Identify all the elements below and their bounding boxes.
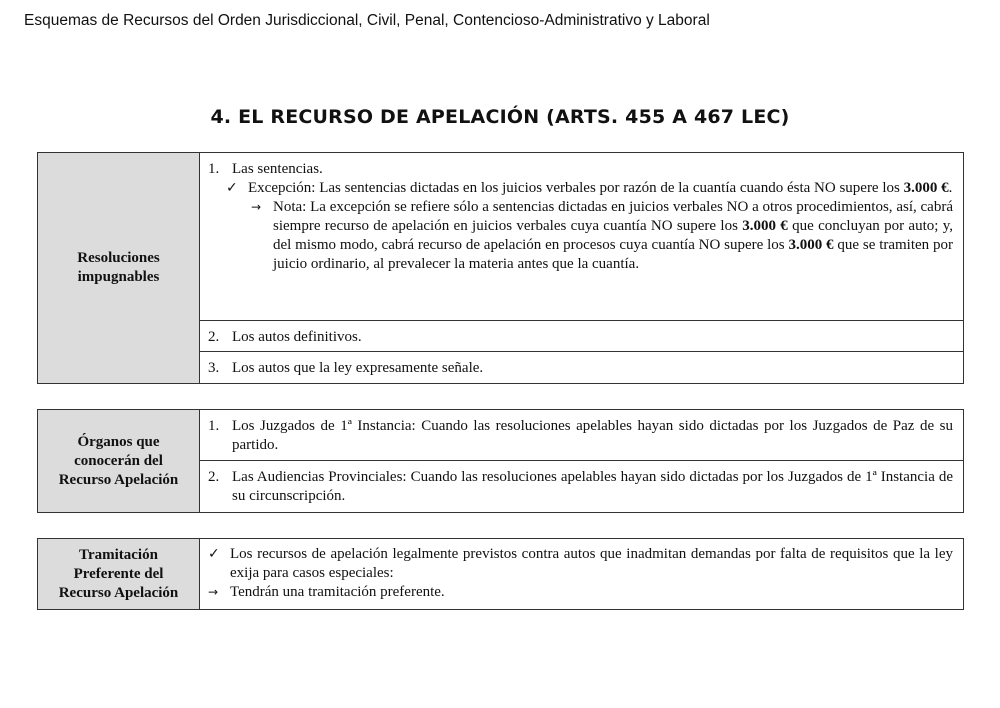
- item-number: 3.: [208, 360, 220, 376]
- item-text: Las sentencias.: [232, 161, 323, 177]
- arrow-right-icon: →: [251, 200, 262, 214]
- row-label: [38, 410, 200, 512]
- arrow-right-icon: →: [208, 585, 219, 599]
- item-text: Los recursos de apelación legalmente previstos contra autos que inadmitan demandas por falta de requisitos que la ley exija para casos especiales:: [230, 546, 953, 581]
- item-text: Los Juzgados de 1ª Instancia: Cuando las resoluciones apelables hayan sido dictadas por los Juzgados de Paz de su partido.: [232, 418, 953, 453]
- label-line: Recurso Apelación: [58, 584, 179, 601]
- item-text: Los autos definitivos.: [232, 329, 362, 345]
- page-header: Esquemas de Recursos del Orden Jurisdiccional, Civil, Penal, Contencioso-Administrativo y Laboral: [24, 12, 710, 29]
- item-number: 2.: [208, 469, 220, 485]
- row-label: [38, 153, 200, 383]
- label-line: impugnables: [77, 269, 160, 285]
- list-item: [200, 321, 963, 352]
- resoluciones-impugnables-table: [37, 152, 964, 384]
- label-line: Recurso Apelación: [58, 471, 179, 488]
- list-item: [200, 410, 963, 461]
- list-item: [200, 352, 963, 383]
- label-line: Tramitación: [79, 546, 158, 563]
- row-label: [38, 539, 200, 609]
- label-line: Resoluciones: [77, 250, 160, 266]
- list-item: [200, 153, 963, 321]
- sub-text: Tendrán una tramitación preferente.: [230, 584, 445, 600]
- section-title: 4. EL RECURSO DE APELACIÓN (ARTS. 455 A 467 LEC): [210, 106, 790, 128]
- item-text: Las Audiencias Provinciales: Cuando las resoluciones apelables hayan sido dictadas por los Juzgados de 1ª Instancia de su circunscripción.: [232, 469, 953, 504]
- item-text: Los autos que la ley expresamente señale.: [232, 360, 484, 376]
- label-line: conocerán del: [74, 452, 163, 469]
- label-line: Órganos que: [77, 433, 160, 450]
- checkmark-icon: ✓: [208, 546, 220, 562]
- item-number: 1.: [208, 161, 220, 177]
- list-item: [200, 461, 963, 512]
- item-number: 1.: [208, 418, 220, 434]
- list-item: [200, 539, 963, 609]
- tramitacion-table: [37, 538, 964, 610]
- checkmark-icon: ✓: [226, 180, 238, 196]
- nota-text: Nota: La excepción se refiere sólo a sentencias dictadas en juicios verbales NO a otros procedimientos, así, cabrá siempre recurso de apelación en juicios verbales cuya cuantía NO supere los 3.000 € que concluyan por auto; y, del mismo modo, cabrá recurso de apelación en procesos cuya cuantía NO supere los 3.000 € que se tramiten por juicio ordinario, al prevalecer la materia antes que la cuantía.: [273, 199, 954, 272]
- label-line: Preferente del: [73, 565, 164, 582]
- item-number: 2.: [208, 329, 220, 345]
- excepcion-text: Excepción: Las sentencias dictadas en los juicios verbales por razón de la cuantía cuando ésta NO supere los 3.000 €.: [248, 180, 953, 196]
- organos-table: [37, 409, 964, 513]
